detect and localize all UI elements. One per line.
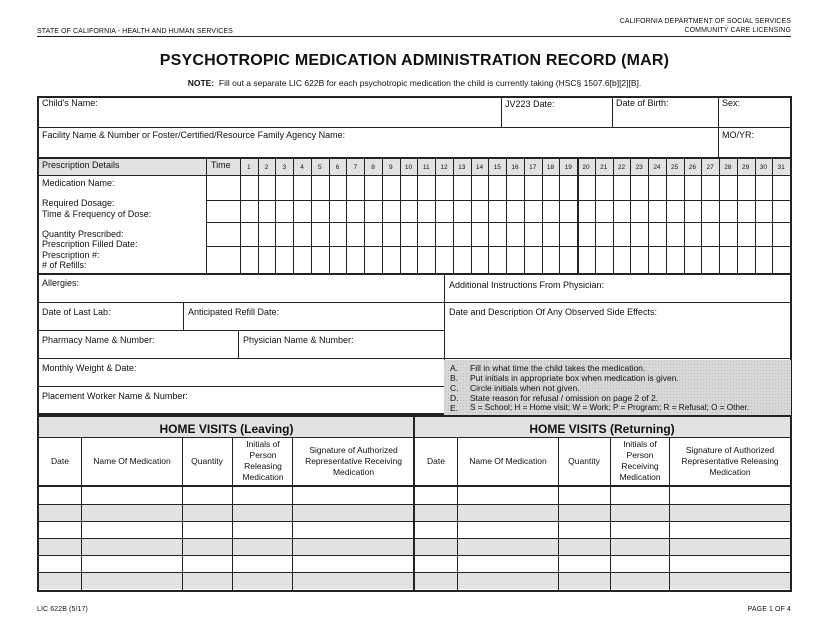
day-cell[interactable] [773,223,790,246]
side-effects-field[interactable]: Date and Description Of Any Observed Side Effects: [449,307,657,317]
day-cell[interactable] [525,176,542,200]
col-line [232,437,233,592]
day-cell[interactable] [294,176,311,200]
page-title: PSYCHOTROPIC MEDICATION ADMINISTRATION RECORD (MAR) [159,52,670,69]
day-label: 18 [546,164,555,171]
day-cell[interactable] [383,247,400,273]
day-cell[interactable] [756,247,773,273]
day-cell[interactable] [418,176,435,200]
day-cell[interactable] [756,201,773,222]
day-label: 10 [404,164,413,171]
returning-initials-col: Initials of Person Receiving Medication [619,439,661,482]
day-cell[interactable] [578,247,595,273]
day-cell[interactable] [401,247,418,273]
day-label: 24 [653,164,661,171]
day-cell[interactable] [436,201,453,222]
day-cell[interactable] [418,247,435,273]
day-cell[interactable] [738,176,755,200]
day-cell[interactable] [259,201,276,222]
prescription-number-label: Prescription #: [42,250,100,260]
allergies-field[interactable]: Allergies: [42,278,80,288]
day-cell[interactable] [631,176,648,200]
day-cell[interactable] [560,247,577,273]
day-label: 23 [635,164,643,171]
instruction-d: State reason for refusal / omission on page 2 of 2. [470,393,659,403]
returning-signature-col: Signature of Authorized Representative Releasing Medication [681,444,779,477]
day-cell[interactable] [667,201,684,222]
day-cell[interactable] [667,223,684,246]
returning-quantity-col: Quantity [568,455,600,466]
day-cell[interactable] [507,176,524,200]
day-cell[interactable] [667,176,684,200]
day-cell[interactable] [365,223,382,246]
leaving-quantity-col: Quantity [191,455,223,466]
day-cell[interactable] [330,247,347,273]
day-cell[interactable] [685,176,702,200]
day-cell[interactable] [294,223,311,246]
day-cell[interactable] [259,176,276,200]
day-cell[interactable] [702,223,719,246]
day-label: 20 [582,164,590,171]
day-cell[interactable] [418,201,435,222]
day-cell[interactable] [241,247,258,273]
divider [37,386,444,387]
note-label: NOTE: [187,78,215,88]
day-label: 17 [529,164,537,171]
day-cell[interactable] [525,223,542,246]
instruction-c-letter: C. [450,383,459,393]
day-cell[interactable] [702,176,719,200]
day-cell[interactable] [454,176,471,200]
day-cell[interactable] [383,176,400,200]
day-cell[interactable] [525,201,542,222]
day-cell[interactable] [454,223,471,246]
agency-header-right-2: COMMUNITY CARE LICENSING [684,27,791,34]
day-cell[interactable] [614,201,631,222]
agency-header-right-1: CALIFORNIA DEPARTMENT OF SOCIAL SERVICES [619,18,791,25]
day-cell[interactable] [614,247,631,273]
day-cell[interactable] [756,176,773,200]
day-cell[interactable] [259,247,276,273]
day-cell[interactable] [685,247,702,273]
day-cell[interactable] [365,247,382,273]
additional-instructions-field[interactable]: Additional Instructions From Physician: [449,280,605,290]
day-cell[interactable] [489,176,506,200]
day-cell[interactable] [720,201,737,222]
day-cell[interactable] [294,247,311,273]
divider [501,96,502,127]
divider [37,273,792,275]
day-cell[interactable] [472,223,489,246]
day-cell[interactable] [560,201,577,222]
day-cell[interactable] [596,176,613,200]
grid-line [790,159,791,274]
monthly-weight-field[interactable]: Monthly Weight & Date: [42,363,137,373]
date-of-birth-field[interactable]: Date of Birth: [616,98,669,108]
day-cell[interactable] [773,201,790,222]
day-cell[interactable] [596,223,613,246]
day-label: 5 [318,164,322,171]
instruction-b: Put initials in appropriate box when medication is given. [470,373,679,383]
day-cell[interactable] [507,223,524,246]
day-label: 16 [511,164,519,171]
day-cell[interactable] [720,223,737,246]
day-cell[interactable] [365,176,382,200]
instructions-box [444,360,791,415]
day-label: 1 [247,164,251,171]
day-cell[interactable] [631,201,648,222]
day-label: 6 [335,164,340,171]
day-cell[interactable] [596,201,613,222]
instruction-c: Circle initials when not given. [470,383,580,393]
day-cell[interactable] [667,247,684,273]
day-cell[interactable] [631,223,648,246]
day-cell[interactable] [472,176,489,200]
day-cell[interactable] [276,176,293,200]
day-cell[interactable] [489,201,506,222]
time-frequency-label: Time & Frequency of Dose: [42,209,152,219]
refills-label: # of Refills: [42,260,87,270]
instruction-d-letter: D. [450,393,459,403]
day-cell[interactable] [330,223,347,246]
prescription-filled-label: Prescription Filled Date: [42,239,138,249]
day-cell[interactable] [401,201,418,222]
day-cell[interactable] [472,247,489,273]
day-label: 26 [688,164,697,171]
day-label: 4 [300,164,304,171]
day-cell[interactable] [241,176,258,200]
mo-yr-field[interactable]: MO/YR: [722,130,755,140]
day-cell[interactable] [525,247,542,273]
day-label: 8 [371,164,375,171]
day-cell[interactable] [436,176,453,200]
day-cell[interactable] [365,201,382,222]
day-label: 21 [600,164,608,171]
jv223-date-field[interactable]: JV223 Date: [505,99,555,109]
note-text: Fill out a separate LIC 622B for each psychotropic medication the child is currently taking (HSC§ 1507.6[b][2][B]. [218,78,642,88]
day-cell[interactable] [276,201,293,222]
day-cell[interactable] [489,223,506,246]
day-label: 22 [617,164,626,171]
day-cell[interactable] [649,201,666,222]
divider [37,175,792,176]
day-cell[interactable] [614,223,631,246]
day-label: 28 [724,164,732,171]
required-dosage-label: Required Dosage: [42,198,115,208]
page-number: PAGE 1 OF 4 [747,606,791,613]
day-cell[interactable] [330,176,347,200]
day-label: 11 [422,164,430,171]
form-id: LIC 622B (5/17) [37,606,88,613]
day-label: 30 [759,164,767,171]
day-cell[interactable] [738,201,755,222]
day-cell[interactable] [649,176,666,200]
instruction-e: S = School; H = Home visit; W = Work; P = Program; R = Refusal; O = Other. [470,403,750,412]
day-cell[interactable] [738,247,755,273]
divider [238,330,239,358]
home-visits-leaving-title: HOME VISITS (Leaving) [159,422,294,436]
instruction-e-letter: E. [450,403,459,413]
day-label: 12 [440,164,448,171]
day-cell[interactable] [543,176,560,200]
medication-name-label: Medication Name: [42,178,115,188]
home-visits-returning-title: HOME VISITS (Returning) [529,422,675,436]
day-label: 2 [264,164,269,171]
prescription-details-label: Prescription Details [42,160,120,170]
day-cell[interactable] [312,176,329,200]
day-cell[interactable] [773,247,790,273]
day-cell[interactable] [543,247,560,273]
day-cell[interactable] [649,223,666,246]
day-label: 27 [706,164,714,171]
day-cell[interactable] [685,201,702,222]
time-cell[interactable] [207,176,240,200]
time-cell[interactable] [207,201,240,222]
day-cell[interactable] [702,201,719,222]
agency-header-left: STATE OF CALIFORNIA - HEALTH AND HUMAN SERVICES [37,28,233,35]
day-label: 13 [458,164,466,171]
day-cell[interactable] [578,223,595,246]
returning-medication-col: Name Of Medication [469,455,547,466]
day-cell[interactable] [773,176,790,200]
day-cell[interactable] [401,176,418,200]
leaving-date-col: Date [51,455,69,466]
day-cell[interactable] [543,201,560,222]
day-cell[interactable] [507,247,524,273]
day-label: 31 [777,164,785,171]
day-cell[interactable] [436,223,453,246]
day-cell[interactable] [259,223,276,246]
day-cell[interactable] [294,201,311,222]
facility-field[interactable]: Facility Name & Number or Foster/Certified/Resource Family Agency Name: [42,130,346,140]
day-cell[interactable] [720,247,737,273]
day-cell[interactable] [418,223,435,246]
sex-field[interactable]: Sex: [722,98,741,108]
date-last-lab-field[interactable]: Date of Last Lab: [42,307,111,317]
day-cell[interactable] [330,201,347,222]
time-cell[interactable] [207,223,240,246]
day-cell[interactable] [312,201,329,222]
day-cell[interactable] [631,247,648,273]
day-label: 14 [475,164,484,171]
divider [37,330,444,331]
day-cell[interactable] [383,223,400,246]
header-divider [37,36,791,37]
day-cell[interactable] [756,223,773,246]
anticipated-refill-field[interactable]: Anticipated Refill Date: [188,307,280,317]
day-cell[interactable] [401,223,418,246]
day-label: 25 [671,164,679,171]
instruction-b-letter: B. [450,373,459,383]
time-label: Time [211,160,231,170]
time-cell[interactable] [207,247,240,273]
divider [37,358,792,359]
leaving-medication-col: Name Of Medication [93,455,171,466]
day-cell[interactable] [614,176,631,200]
day-cell[interactable] [276,223,293,246]
day-cell[interactable] [436,247,453,273]
day-cell[interactable] [241,201,258,222]
day-cell[interactable] [347,247,364,273]
day-cell[interactable] [241,223,258,246]
day-cell[interactable] [702,247,719,273]
leaving-signature-col: Signature of Authorized Representative Receiving Medication [305,444,402,477]
day-label: 15 [493,164,501,171]
day-cell[interactable] [312,223,329,246]
pharmacy-field[interactable]: Pharmacy Name & Number: [42,335,155,345]
day-cell[interactable] [578,176,595,200]
day-cell[interactable] [596,247,613,273]
day-cell[interactable] [454,247,471,273]
note [0,78,829,88]
day-label: 9 [388,164,393,171]
day-label: 3 [282,164,287,171]
day-cell[interactable] [276,247,293,273]
divider [37,127,792,128]
returning-date-col: Date [427,455,445,466]
day-cell[interactable] [347,176,364,200]
day-cell[interactable] [649,247,666,273]
leaving-initials-col: Initials of Person Releasing Medication [242,439,284,482]
divider [183,302,184,330]
instruction-a: Fill in what time the child takes the medication. [470,363,646,373]
divider [37,302,792,303]
day-cell[interactable] [312,247,329,273]
day-cell[interactable] [383,201,400,222]
day-cell[interactable] [720,176,737,200]
instruction-a-letter: A. [450,363,459,373]
quantity-prescribed-label: Quantity Prescribed: [42,229,124,239]
childs-name-field[interactable]: Child's Name: [42,98,98,108]
day-cell[interactable] [543,223,560,246]
day-label: 19 [564,164,572,171]
day-cell[interactable] [347,201,364,222]
day-cell[interactable] [560,223,577,246]
day-cell[interactable] [347,223,364,246]
divider [612,96,613,127]
day-label: 7 [353,164,358,171]
placement-worker-field[interactable]: Placement Worker Name & Number: [42,391,188,401]
physician-field[interactable]: Physician Name & Number: [243,335,354,345]
day-label: 29 [742,164,750,171]
day-cell[interactable] [560,176,577,200]
day-cell[interactable] [489,247,506,273]
day-cell[interactable] [507,201,524,222]
day-cell[interactable] [472,201,489,222]
day-cell[interactable] [578,201,595,222]
day-cell[interactable] [454,201,471,222]
day-cell[interactable] [738,223,755,246]
day-cell[interactable] [685,223,702,246]
